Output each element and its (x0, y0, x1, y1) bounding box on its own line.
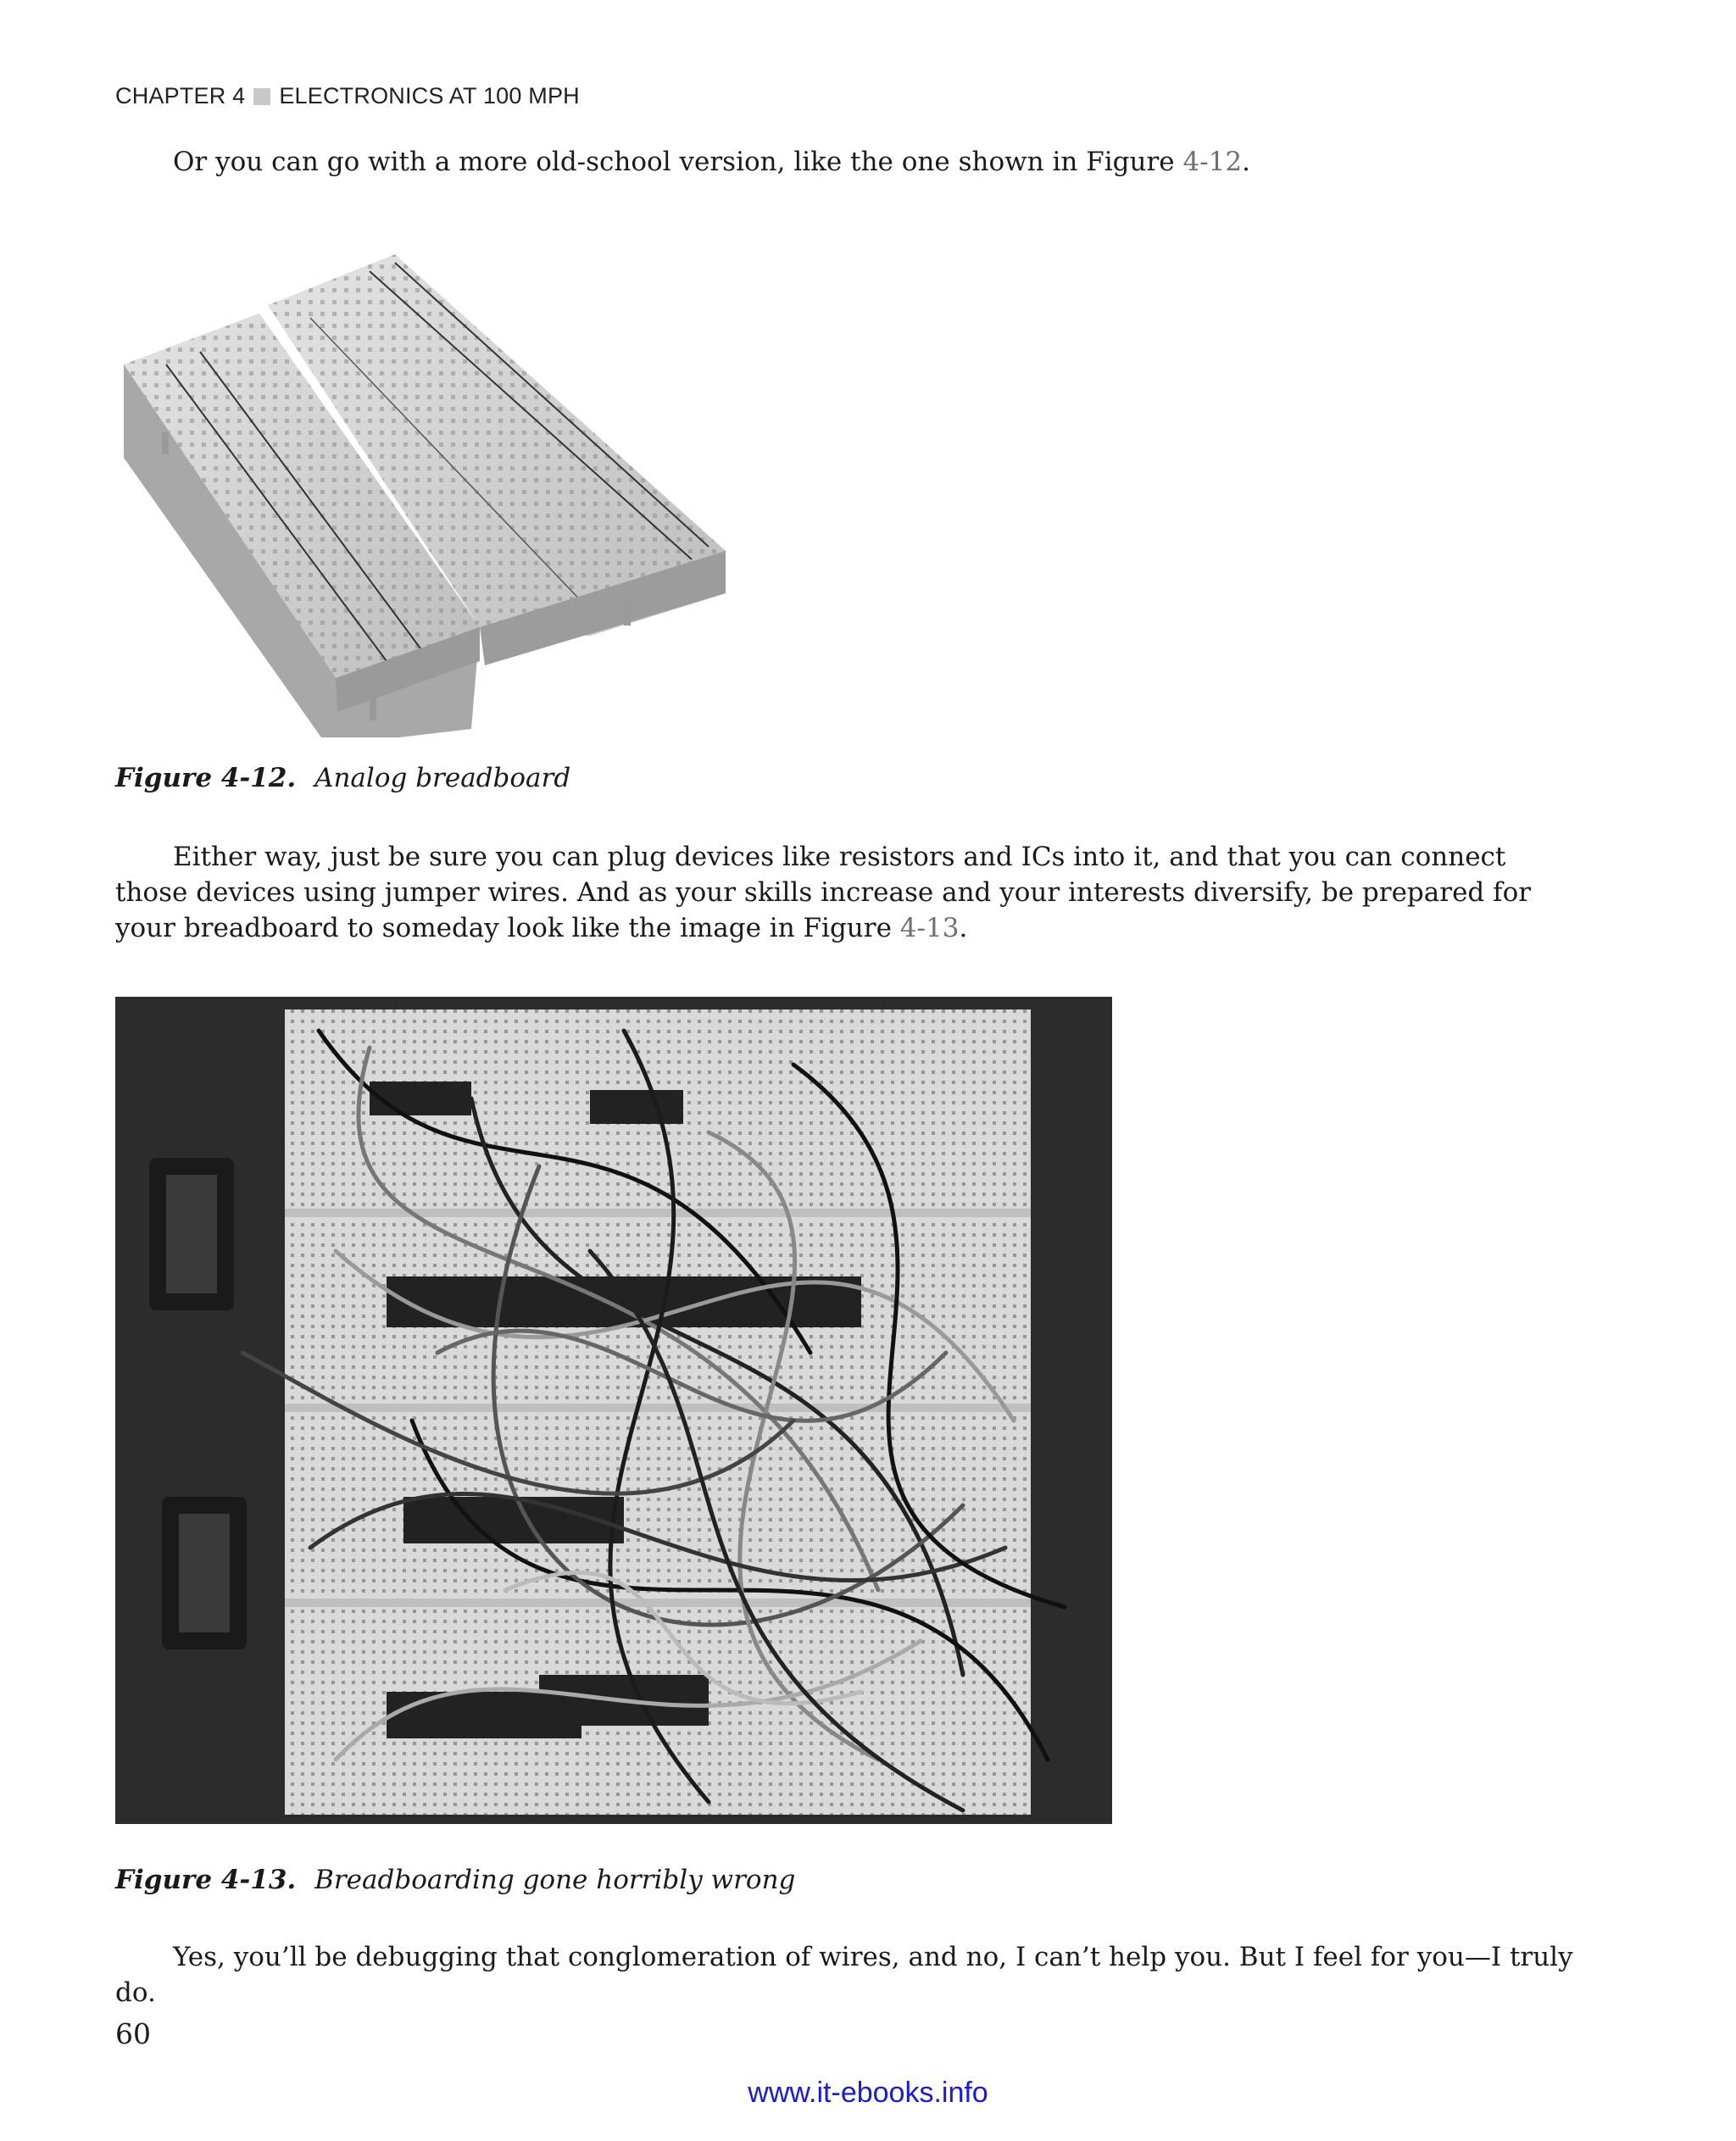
figure-4-13-caption-text: Breadboarding gone horribly wrong (314, 1865, 796, 1895)
running-header (115, 83, 580, 109)
messy-breadboard-photo (115, 997, 1112, 1824)
paragraph-1-text: Or you can go with a more old-school version, like the one shown in Figure (173, 147, 1183, 177)
page-number: 60 (115, 2017, 151, 2050)
analog-breadboard-image (115, 237, 734, 737)
figure-4-12-number: Figure 4-12. (115, 763, 297, 793)
figure-4-13-number: Figure 4-13. (115, 1865, 297, 1895)
footer-website-link[interactable]: www.it-ebooks.info (748, 2077, 988, 2109)
paragraph-1-end: . (1242, 147, 1250, 177)
chapter-title: ELECTRONICS AT 100 MPH (279, 83, 580, 108)
figure-4-13-caption (115, 1865, 795, 1895)
paragraph-2-text: Either way, just be sure you can plug devices like resistors and ICs into it, and that you can connect those devices using jumper wires. And as your skills increase and your interests diversify, be prepared for your breadboard to someday look like the image in Figure (115, 842, 1532, 943)
chapter-label: CHAPTER 4 (115, 83, 246, 108)
figure-4-12-link[interactable]: 4-12 (1182, 147, 1243, 177)
paragraph-3: Yes, you’ll be debugging that conglomeration of wires, and no, I can’t help you. But I feel for you—I truly do. (115, 1942, 1573, 2008)
figure-4-13-link[interactable]: 4-13 (899, 913, 960, 943)
figure-4-12-caption (115, 763, 570, 793)
figure-4-12-caption-text: Analog breadboard (314, 763, 571, 793)
header-separator (253, 88, 270, 105)
paragraph-2-end: . (959, 913, 968, 943)
paragraph-1 (115, 144, 1573, 180)
paragraph-2 (115, 839, 1573, 946)
